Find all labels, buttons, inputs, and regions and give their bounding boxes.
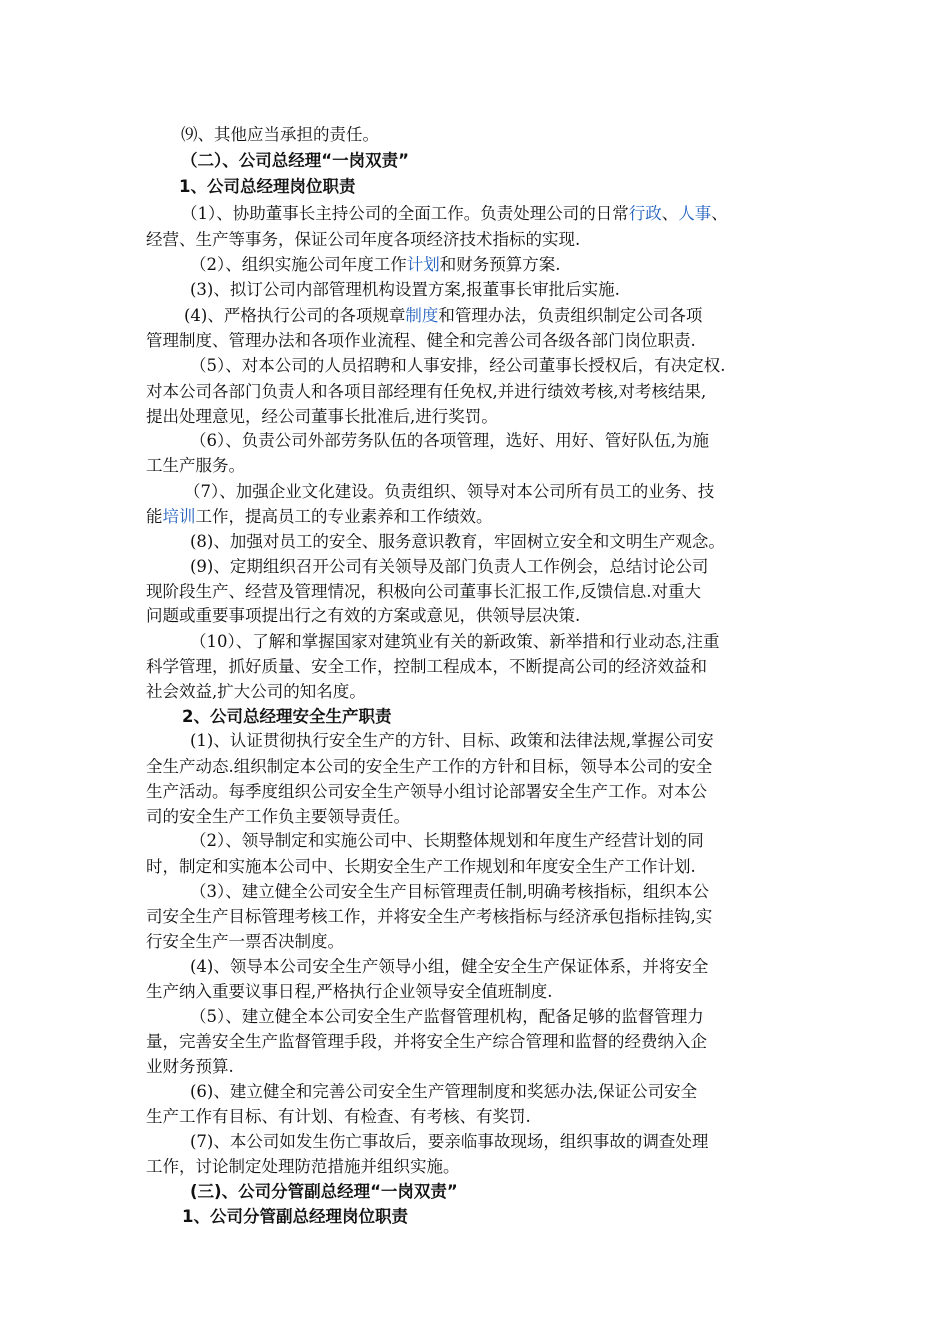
text-line: 司安全生产目标管理考核工作，并将安全生产考核指标与经济承包指标挂钩,实	[146, 907, 713, 926]
text-line: 社会效益,扩大公司的知名度。	[146, 682, 366, 701]
text-line	[184, 305, 702, 327]
text-line: 工作，讨论制定处理防范措施并组织实施。	[146, 1157, 460, 1176]
text-line: (6)、建立健全和完善公司安全生产管理制度和奖惩办法,保证公司安全	[190, 1082, 698, 1101]
link-admin[interactable]: 行政	[628, 204, 662, 223]
text-line: 管理制度、管理办法和各项作业流程、健全和完善公司各级各部门岗位职责.	[146, 331, 696, 350]
text-line: （5）、建立健全本公司安全生产监督管理机构，配备足够的监督管理力	[190, 1007, 704, 1026]
link-personnel[interactable]: 人事	[678, 204, 712, 223]
text-line	[146, 506, 493, 528]
text-line: (4)、领导本公司安全生产领导小组，健全安全生产保证体系，并将安全	[190, 957, 709, 976]
text-line: 提出处理意见，经公司董事长批准后,进行奖罚。	[146, 407, 498, 426]
text-line: 业财务预算.	[146, 1057, 234, 1076]
text-line: (3)、拟订公司内部管理机构设置方案,报董事长审批后实施.	[190, 280, 620, 299]
link-rules[interactable]: 制度	[405, 306, 439, 325]
text-line	[181, 203, 728, 225]
text-line: 行安全生产一票否决制度。	[146, 932, 344, 951]
text-line: 司的安全生产工作负主要领导责任。	[146, 807, 410, 826]
text-line: 科学管理，抓好质量、安全工作，控制工程成本，不断提高公司的经济效益和	[146, 657, 707, 676]
text-segment: 和管理办法，负责组织制定公司各项	[438, 306, 703, 325]
subsection-heading: 1、公司分管副总经理岗位职责	[182, 1207, 408, 1226]
text-line: 生产纳入重要议事日程,严格执行企业领导安全值班制度.	[146, 982, 553, 1001]
text-line: 现阶段生产、经营及管理情况，积极向公司董事长汇报工作,反馈信息.对重大	[146, 582, 701, 601]
subsection-heading: 2、公司总经理安全生产职责	[182, 707, 392, 726]
text-line: 生产工作有目标、有计划、有检查、有考核、有奖罚.	[146, 1107, 531, 1126]
text-line: 工生产服务。	[146, 456, 245, 475]
text-line: 全生产动态.组织制定本公司的安全生产工作的方针和目标，领导本公司的安全	[146, 757, 713, 776]
text-line: ⑼、其他应当承担的责任。	[181, 125, 379, 144]
text-line: （2）、领导制定和实施公司中、长期整体规划和年度生产经营计划的同	[190, 831, 704, 850]
section-heading: (三)、公司分管副总经理“一岗双责”	[190, 1182, 458, 1201]
text-line: （7）、加强企业文化建设。负责组织、领导对本公司所有员工的业务、技	[184, 482, 715, 501]
text-line: 问题或重要事项提出行之有效的方案或意见，供领导层决策.	[146, 606, 581, 625]
text-segment: （2）、组织实施公司年度工作	[190, 255, 407, 274]
text-segment: 、	[661, 204, 679, 223]
section-heading: （二）、公司总经理“一岗双责”	[181, 151, 409, 170]
text-line	[190, 254, 561, 276]
text-line: (1)、认证贯彻执行安全生产的方针、目标、政策和法律法规,掌握公司安	[190, 731, 714, 750]
link-plan[interactable]: 计划	[406, 255, 440, 274]
text-line: 量，完善安全生产监督管理手段，并将安全生产综合管理和监督的经费纳入企	[146, 1032, 707, 1051]
text-line: （5）、对本公司的人员招聘和人事安排，经公司董事长授权后，有决定权.	[190, 356, 726, 375]
text-line: （3）、建立健全公司安全生产目标管理责任制,明确考核指标，组织本公	[190, 882, 709, 901]
link-training[interactable]: 培训	[162, 507, 196, 526]
text-segment: （1）、协助董事长主持公司的全面工作。负责处理公司的日常	[181, 204, 629, 223]
text-line: 生产活动。每季度组织公司安全生产领导小组讨论部署安全生产工作。对本公	[146, 782, 707, 801]
text-line: （6）、负责公司外部劳务队伍的各项管理，选好、用好、管好队伍,为施	[190, 431, 709, 450]
text-line: （10）、了解和掌握国家对建筑业有关的新政策、新举措和行业动态,注重	[190, 632, 720, 651]
text-segment: (4)、严格执行公司的各项规章	[184, 306, 406, 325]
text-line: (9)、定期组织召开公司有关领导及部门负责人工作例会，总结讨论公司	[190, 557, 709, 576]
text-segment: 能	[146, 507, 163, 526]
text-line: (8)、加强对员工的安全、服务意识教育，牢固树立安全和文明生产观念。	[190, 532, 725, 551]
subsection-heading: 1、公司总经理岗位职责	[179, 177, 356, 196]
text-segment: 和财务预算方案.	[439, 255, 561, 274]
text-line: (7)、本公司如发生伤亡事故后，要亲临事故现场，组织事故的调查处理	[190, 1132, 709, 1151]
text-segment: 、	[711, 204, 728, 223]
text-line: 对本公司各部门负责人和各项目部经理有任免权,并进行绩效考核,对考核结果,	[146, 382, 707, 401]
text-line: 时，制定和实施本公司中、长期安全生产工作规划和年度安全生产工作计划.	[146, 857, 696, 876]
text-segment: 工作，提高员工的专业素养和工作绩效。	[195, 507, 493, 526]
text-line: 经营、生产等事务，保证公司年度各项经济技术指标的实现.	[146, 230, 581, 249]
